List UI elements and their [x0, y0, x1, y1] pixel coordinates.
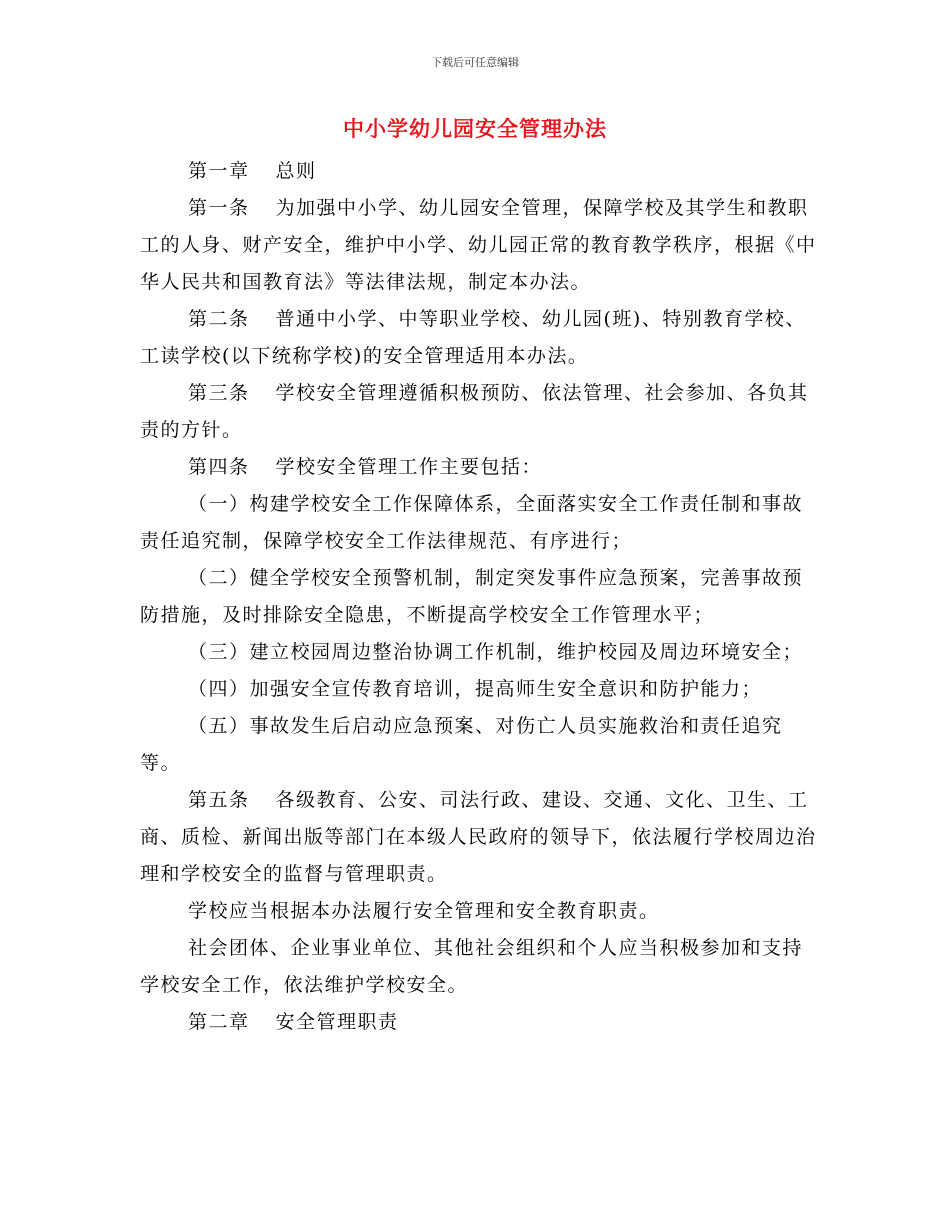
article-text: 各级教育、公安、司法行政、建设、交通、文化、卫生、工商、质检、新闻出版等部门在本级人民政府的领导下，依法履行学校周边治理和学校安全的监督与管理职责。	[140, 789, 817, 885]
article-label: 第四条	[188, 456, 250, 478]
article-paragraph	[140, 375, 820, 449]
article-label: 第一条	[188, 197, 250, 219]
article-paragraph	[140, 301, 820, 375]
chapter-label: 第一章	[188, 160, 250, 182]
chapter-title: 安全管理职责	[275, 1011, 399, 1033]
list-item-paragraph: （二）健全学校安全预警机制，制定突发事件应急预案，完善事故预防措施，及时排除安全隐患，不断提高学校安全工作管理水平；	[140, 567, 804, 626]
article-text: 学校安全管理遵循积极预防、依法管理、社会参加、各负其责的方针。	[140, 382, 809, 441]
header-note: 下载后可任意编辑	[431, 56, 519, 69]
document-title: 中小学幼儿园安全管理办法	[343, 116, 607, 141]
document-body	[140, 153, 820, 1041]
list-item-paragraph: （四）加强安全宣传教育培训，提高师生安全意识和防护能力；	[188, 678, 763, 700]
body-paragraph: 学校应当根据本办法履行安全管理和安全教育职责。	[188, 900, 660, 922]
article-paragraph	[140, 190, 820, 301]
article-label: 第五条	[188, 789, 250, 811]
list-item-paragraph: （五）事故发生后启动应急预案、对伤亡人员实施救治和责任追究等。	[140, 715, 783, 774]
article-paragraph	[140, 782, 820, 893]
body-paragraph: 社会团体、企业事业单位、其他社会组织和个人应当积极参加和支持学校安全工作，依法维护学校安全。	[140, 937, 804, 996]
chapter-label: 第二章	[188, 1011, 250, 1033]
article-label: 第二条	[188, 308, 250, 330]
list-item-paragraph: （一）构建学校安全工作保障体系，全面落实安全工作责任制和事故责任追究制，保障学校安全工作法律规范、有序进行；	[140, 493, 804, 552]
chapter-heading	[140, 1004, 820, 1041]
chapter-title: 总则	[275, 160, 317, 182]
article-label: 第三条	[188, 382, 250, 404]
article-text: 为加强中小学、幼儿园安全管理，保障学校及其学生和教职工的人身、财产安全，维护中小学、幼儿园正常的教育教学秩序，根据《中华人民共和国教育法》等法律法规，制定本办法。	[140, 197, 817, 293]
list-item-paragraph: （三）建立校园周边整治协调工作机制，维护校园及周边环境安全；	[188, 641, 804, 663]
article-text: 普通中小学、中等职业学校、幼儿园(班)、特别教育学校、工读学校(以下统称学校)的安全管理适用本办法。	[140, 308, 806, 367]
article-paragraph	[140, 449, 820, 486]
article-text: 学校安全管理工作主要包括：	[275, 456, 543, 478]
chapter-heading	[140, 153, 820, 190]
